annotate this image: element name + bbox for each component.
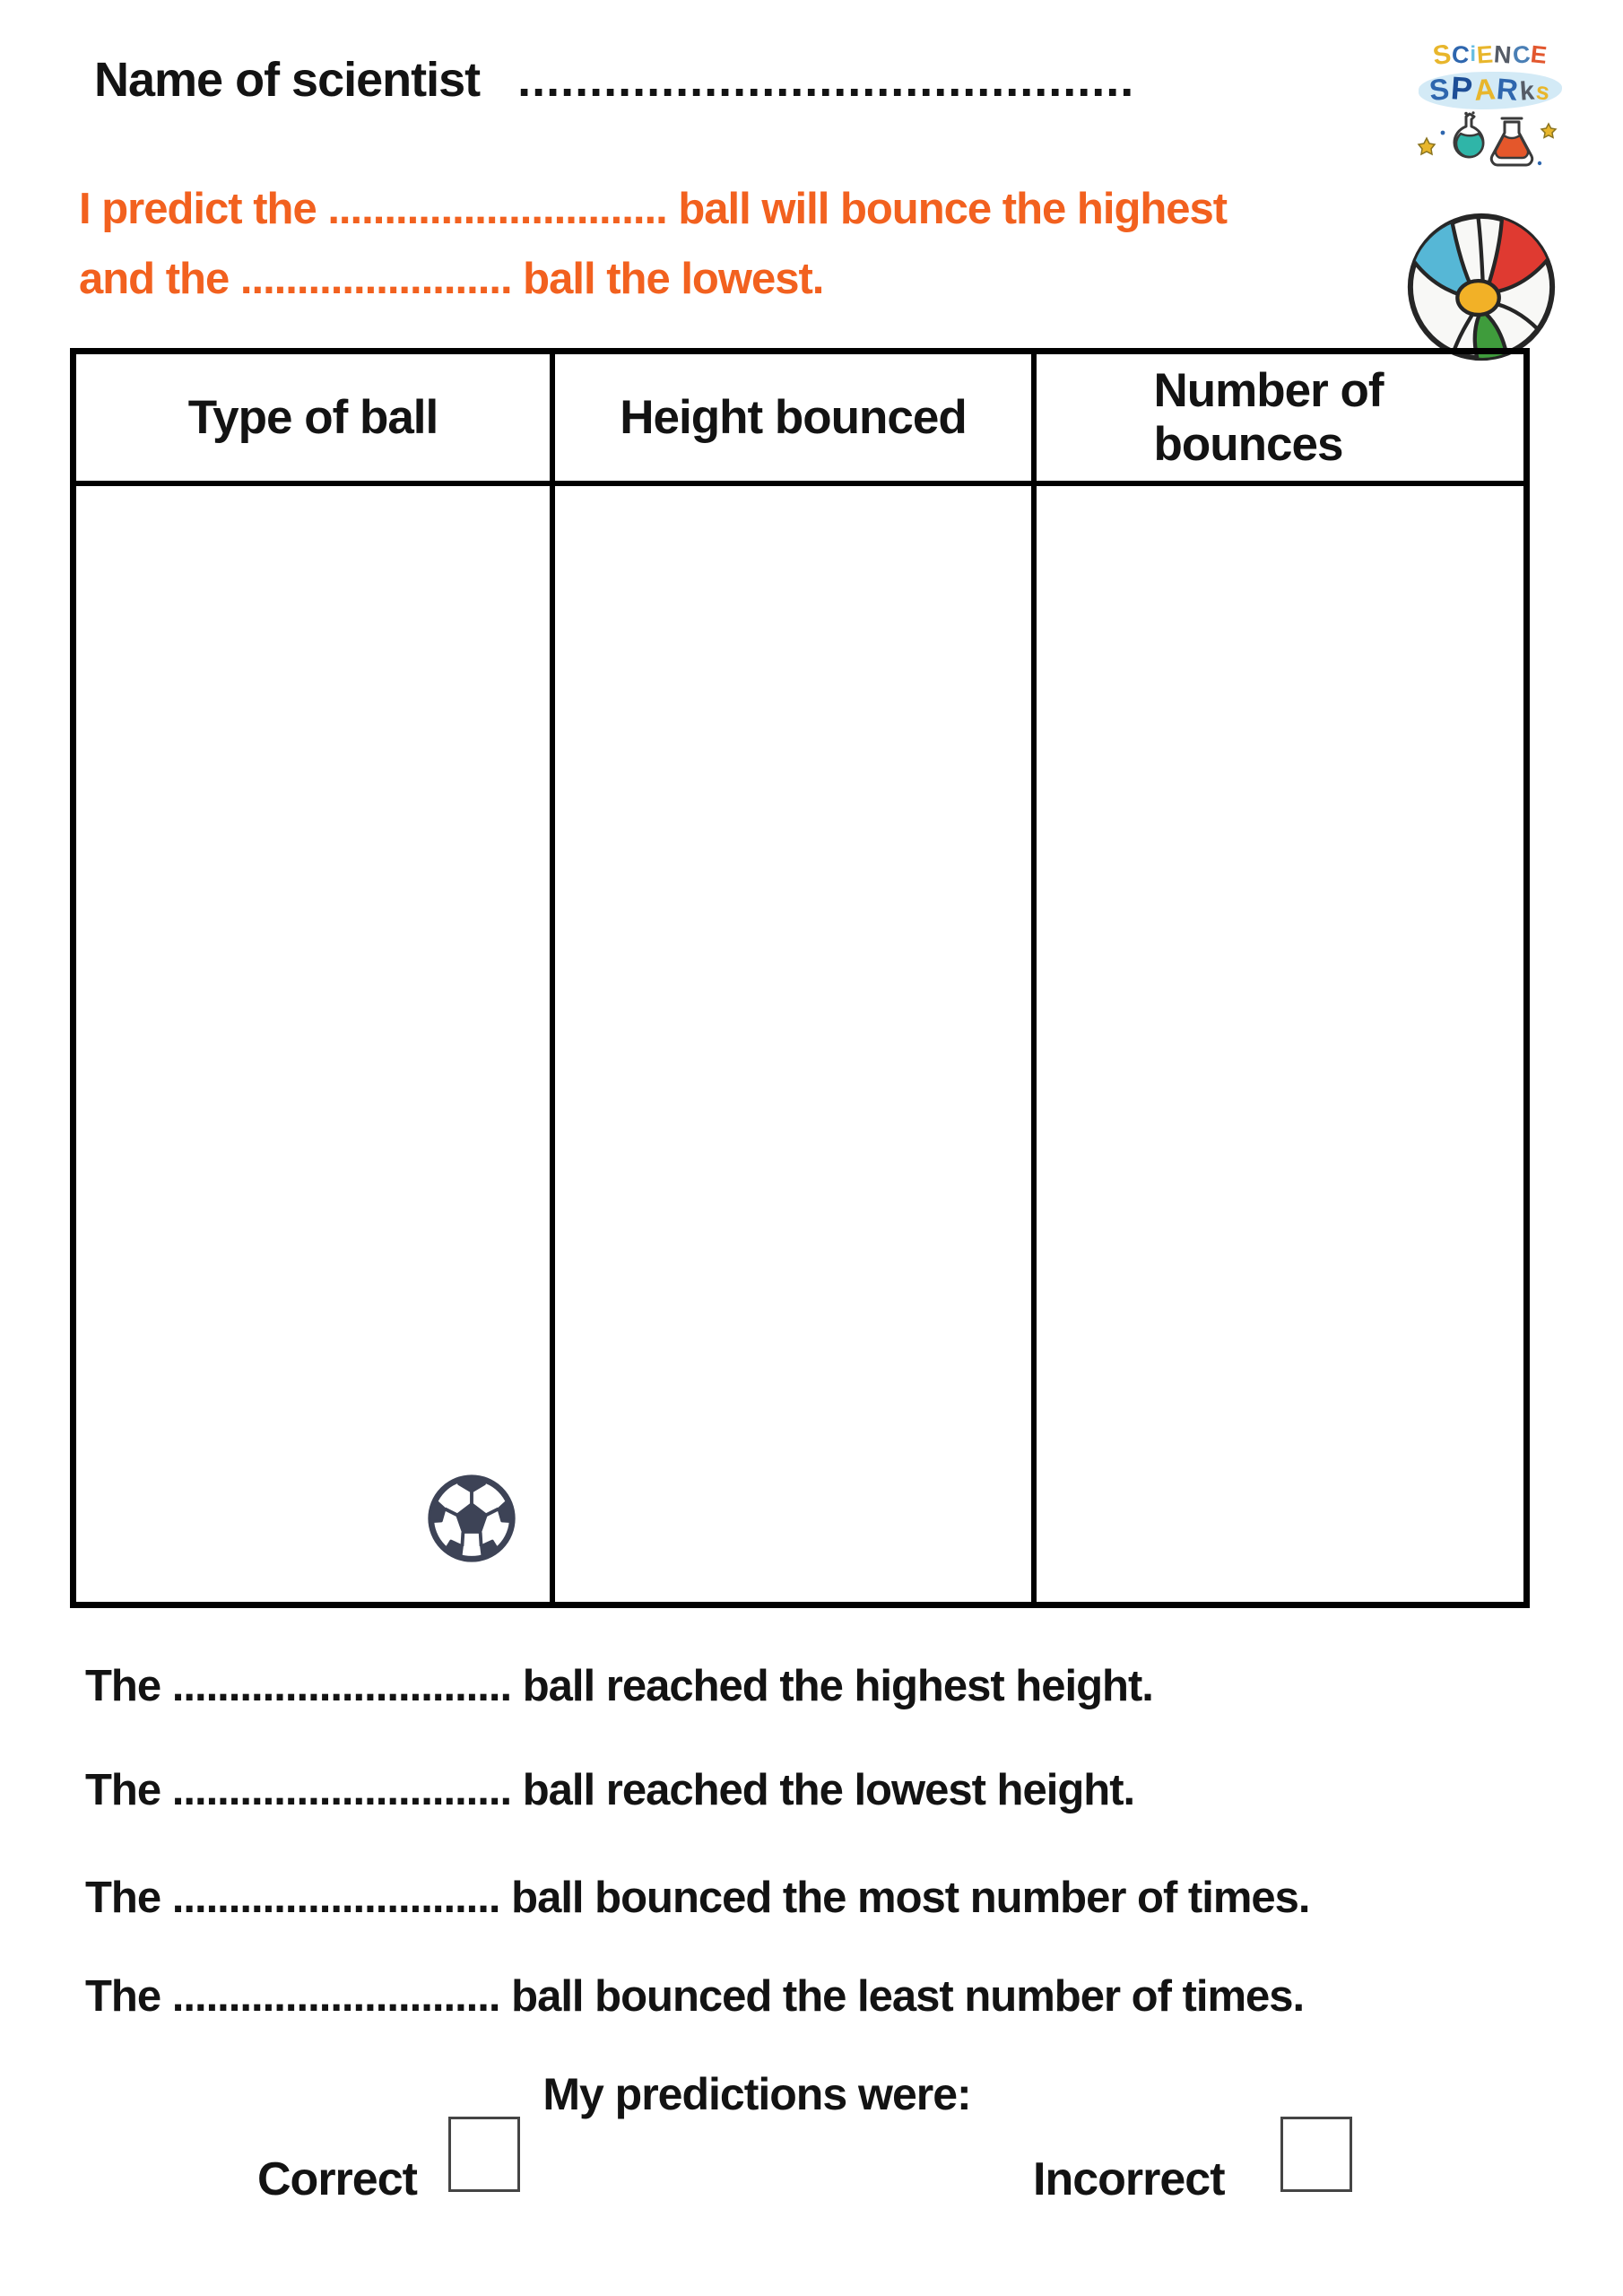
star-icon [1419, 138, 1435, 154]
result-sentence-most-bounces: The ............................. ball bounced the most number of times. [85, 1874, 1310, 1922]
column-header-label: Type of ball [187, 390, 438, 444]
logo-word-science [1392, 41, 1589, 70]
table-cell-height-bounced[interactable] [555, 486, 1037, 1602]
column-header-type-of-ball [76, 354, 555, 486]
round-flask-icon [1454, 111, 1483, 157]
column-header-height-bounced [555, 354, 1037, 486]
logo-letter: P [1449, 69, 1476, 108]
correct-label: Correct [257, 2153, 417, 2205]
beach-ball-icon [1404, 210, 1558, 364]
table-cell-number-of-bounces[interactable] [1037, 486, 1523, 1602]
result-sentence-highest: The .............................. ball reached the highest height. [85, 1662, 1153, 1710]
correct-checkbox[interactable] [448, 2117, 520, 2192]
column-header-number-of-bounces [1037, 354, 1523, 486]
prediction-text [79, 174, 1424, 314]
name-row [94, 52, 1134, 108]
conical-flask-icon [1491, 118, 1532, 165]
logo-word-sparks [1419, 69, 1563, 109]
result-sentence-lowest: The .............................. ball reached the lowest height. [85, 1766, 1135, 1814]
sparkle-dot [1538, 161, 1541, 165]
column-header-label: Height bounced [620, 390, 967, 444]
results-table [70, 348, 1530, 1608]
logo-letter: S [1427, 71, 1453, 108]
table-cell-type-of-ball[interactable] [76, 486, 555, 1602]
result-sentence-least-bounces: The ............................. ball bounced the least number of times. [85, 1972, 1305, 2021]
prediction-line-1: I predict the .............................. ball will bounce the highest [79, 185, 1228, 233]
logo-letter: i [1470, 42, 1478, 66]
name-of-scientist-label: Name of scientist [94, 53, 481, 107]
soccer-ball-icon [424, 1471, 519, 1566]
sparkle-dot [1441, 131, 1445, 135]
logo-letter: k [1519, 76, 1538, 107]
science-sparks-logo [1392, 41, 1589, 175]
logo-letter: E [1529, 40, 1549, 69]
predictions-title: My predictions were: [542, 2069, 971, 2119]
logo-letter: A [1472, 72, 1498, 107]
incorrect-checkbox[interactable] [1280, 2117, 1352, 2192]
logo-letter: s [1534, 77, 1553, 106]
logo-letter: N [1493, 40, 1514, 69]
name-blank-line: ........................................... [517, 53, 1135, 107]
logo-letter: E [1476, 40, 1496, 69]
science-flasks-icon [1414, 111, 1567, 170]
star-icon [1541, 124, 1556, 137]
prediction-line-2: and the ........................ ball the lowest. [79, 255, 824, 303]
logo-letter: C [1450, 40, 1471, 69]
logo-letter: S [1430, 39, 1454, 72]
column-header-label: Number of bounces [1153, 363, 1384, 471]
incorrect-label: Incorrect [1033, 2153, 1225, 2205]
logo-letter: C [1511, 40, 1532, 69]
logo-letter: R [1495, 71, 1522, 108]
flasks-and-stars-art [1392, 111, 1589, 175]
